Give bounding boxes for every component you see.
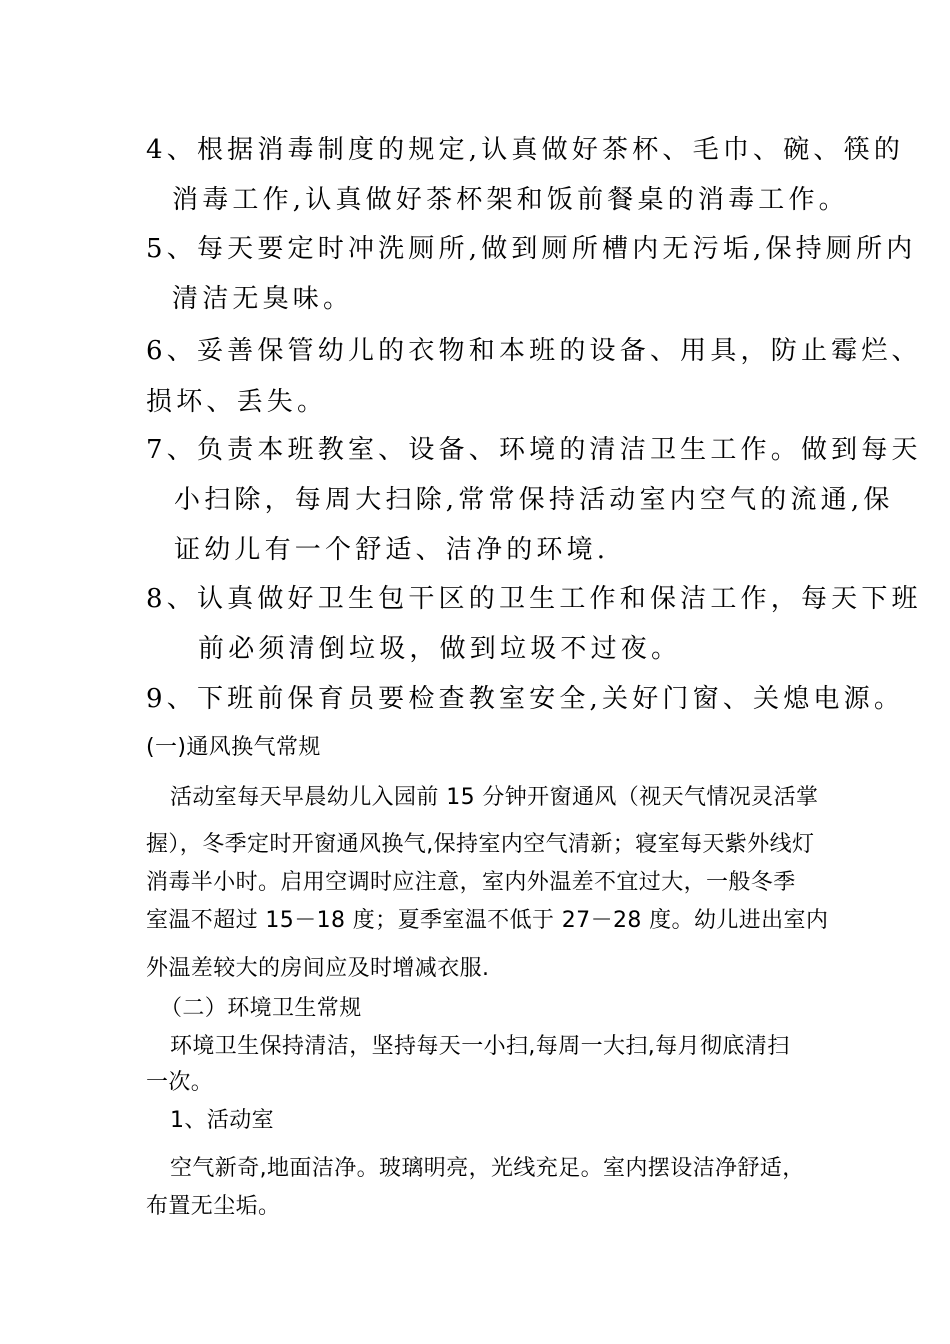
duty-item-5-text: 每天要定时冲洗厕所,做到厕所槽内无污垢,保持厕所内 bbox=[196, 234, 917, 264]
duty-item-6-line-2: 损坏、丢失。 bbox=[146, 387, 328, 417]
duty-item-7-line-1 bbox=[146, 437, 922, 463]
section-environment-line-1: 环境卫生保持清洁，坚持每天一小扫,每周一大扫,每月彻底清扫 bbox=[170, 1034, 790, 1059]
duty-item-6-number: 6、 bbox=[146, 336, 197, 366]
duty-item-8-line-1 bbox=[146, 586, 922, 612]
duty-item-7-number: 7、 bbox=[146, 435, 197, 465]
section-ventilation-line-5: 外温差较大的房间应及时增减衣服. bbox=[146, 956, 490, 981]
duty-item-7-line-3: 证幼儿有一个舒适、洁净的环境. bbox=[174, 535, 610, 565]
duty-item-7-text: 负责本班教室、设备、环境的清洁卫生工作。做到每天 bbox=[196, 435, 922, 465]
section-ventilation-heading: (一)通风换气常规 bbox=[146, 735, 321, 760]
duty-item-6-text: 妥善保管幼儿的衣物和本班的设备、用具，防止霉烂、 bbox=[196, 336, 922, 366]
duty-item-4-number: 4、 bbox=[146, 135, 197, 165]
section-environment-line-2: 一次。 bbox=[146, 1070, 214, 1095]
section-ventilation-line-2: 握），冬季定时开窗通风换气,保持室内空气清新；寝室每天紫外线灯 bbox=[146, 832, 815, 857]
section-ventilation-line-3: 消毒半小时。启用空调时应注意，室内外温差不宜过大，一般冬季 bbox=[146, 870, 796, 895]
duty-item-9-text: 下班前保育员要检查教室安全,关好门窗、关熄电源。 bbox=[196, 684, 905, 714]
section-ventilation-line-1: 活动室每天早晨幼儿入园前 15 分钟开窗通风（视天气情况灵活掌 bbox=[170, 785, 819, 810]
activity-room-heading: 1、活动室 bbox=[170, 1108, 274, 1133]
duty-item-9-line-1 bbox=[146, 686, 904, 712]
duty-item-4-text: 根据消毒制度的规定,认真做好茶杯、毛巾、碗、筷的 bbox=[196, 135, 905, 165]
activity-room-line-1: 空气新奇,地面洁净。玻璃明亮，光线充足。室内摆设洁净舒适， bbox=[170, 1156, 805, 1181]
section-ventilation-line-4: 室温不超过 15－18 度；夏季室温不低于 27－28 度。幼儿进出室内 bbox=[146, 908, 829, 933]
duty-item-9-number: 9、 bbox=[146, 684, 197, 714]
duty-item-4-line-1 bbox=[146, 137, 904, 163]
duty-item-8-number: 8、 bbox=[146, 584, 197, 614]
section-environment-heading: （二）环境卫生常规 bbox=[160, 996, 362, 1021]
duty-item-8-line-2: 前必须清倒垃圾，做到垃圾不过夜。 bbox=[198, 634, 682, 664]
duty-item-5-line-1 bbox=[146, 236, 916, 262]
duty-item-4-line-2: 消毒工作,认真做好茶杯架和饭前餐桌的消毒工作。 bbox=[172, 185, 849, 215]
duty-item-7-line-2: 小扫除，每周大扫除,常常保持活动室内空气的流通,保 bbox=[174, 485, 894, 515]
duty-item-8-text: 认真做好卫生包干区的卫生工作和保洁工作，每天下班 bbox=[196, 584, 922, 614]
duty-item-5-line-2: 清洁无臭味。 bbox=[172, 284, 354, 314]
duty-item-5-number: 5、 bbox=[146, 234, 197, 264]
activity-room-line-2: 布置无尘垢。 bbox=[146, 1194, 281, 1219]
duty-item-6-line-1 bbox=[146, 338, 922, 364]
